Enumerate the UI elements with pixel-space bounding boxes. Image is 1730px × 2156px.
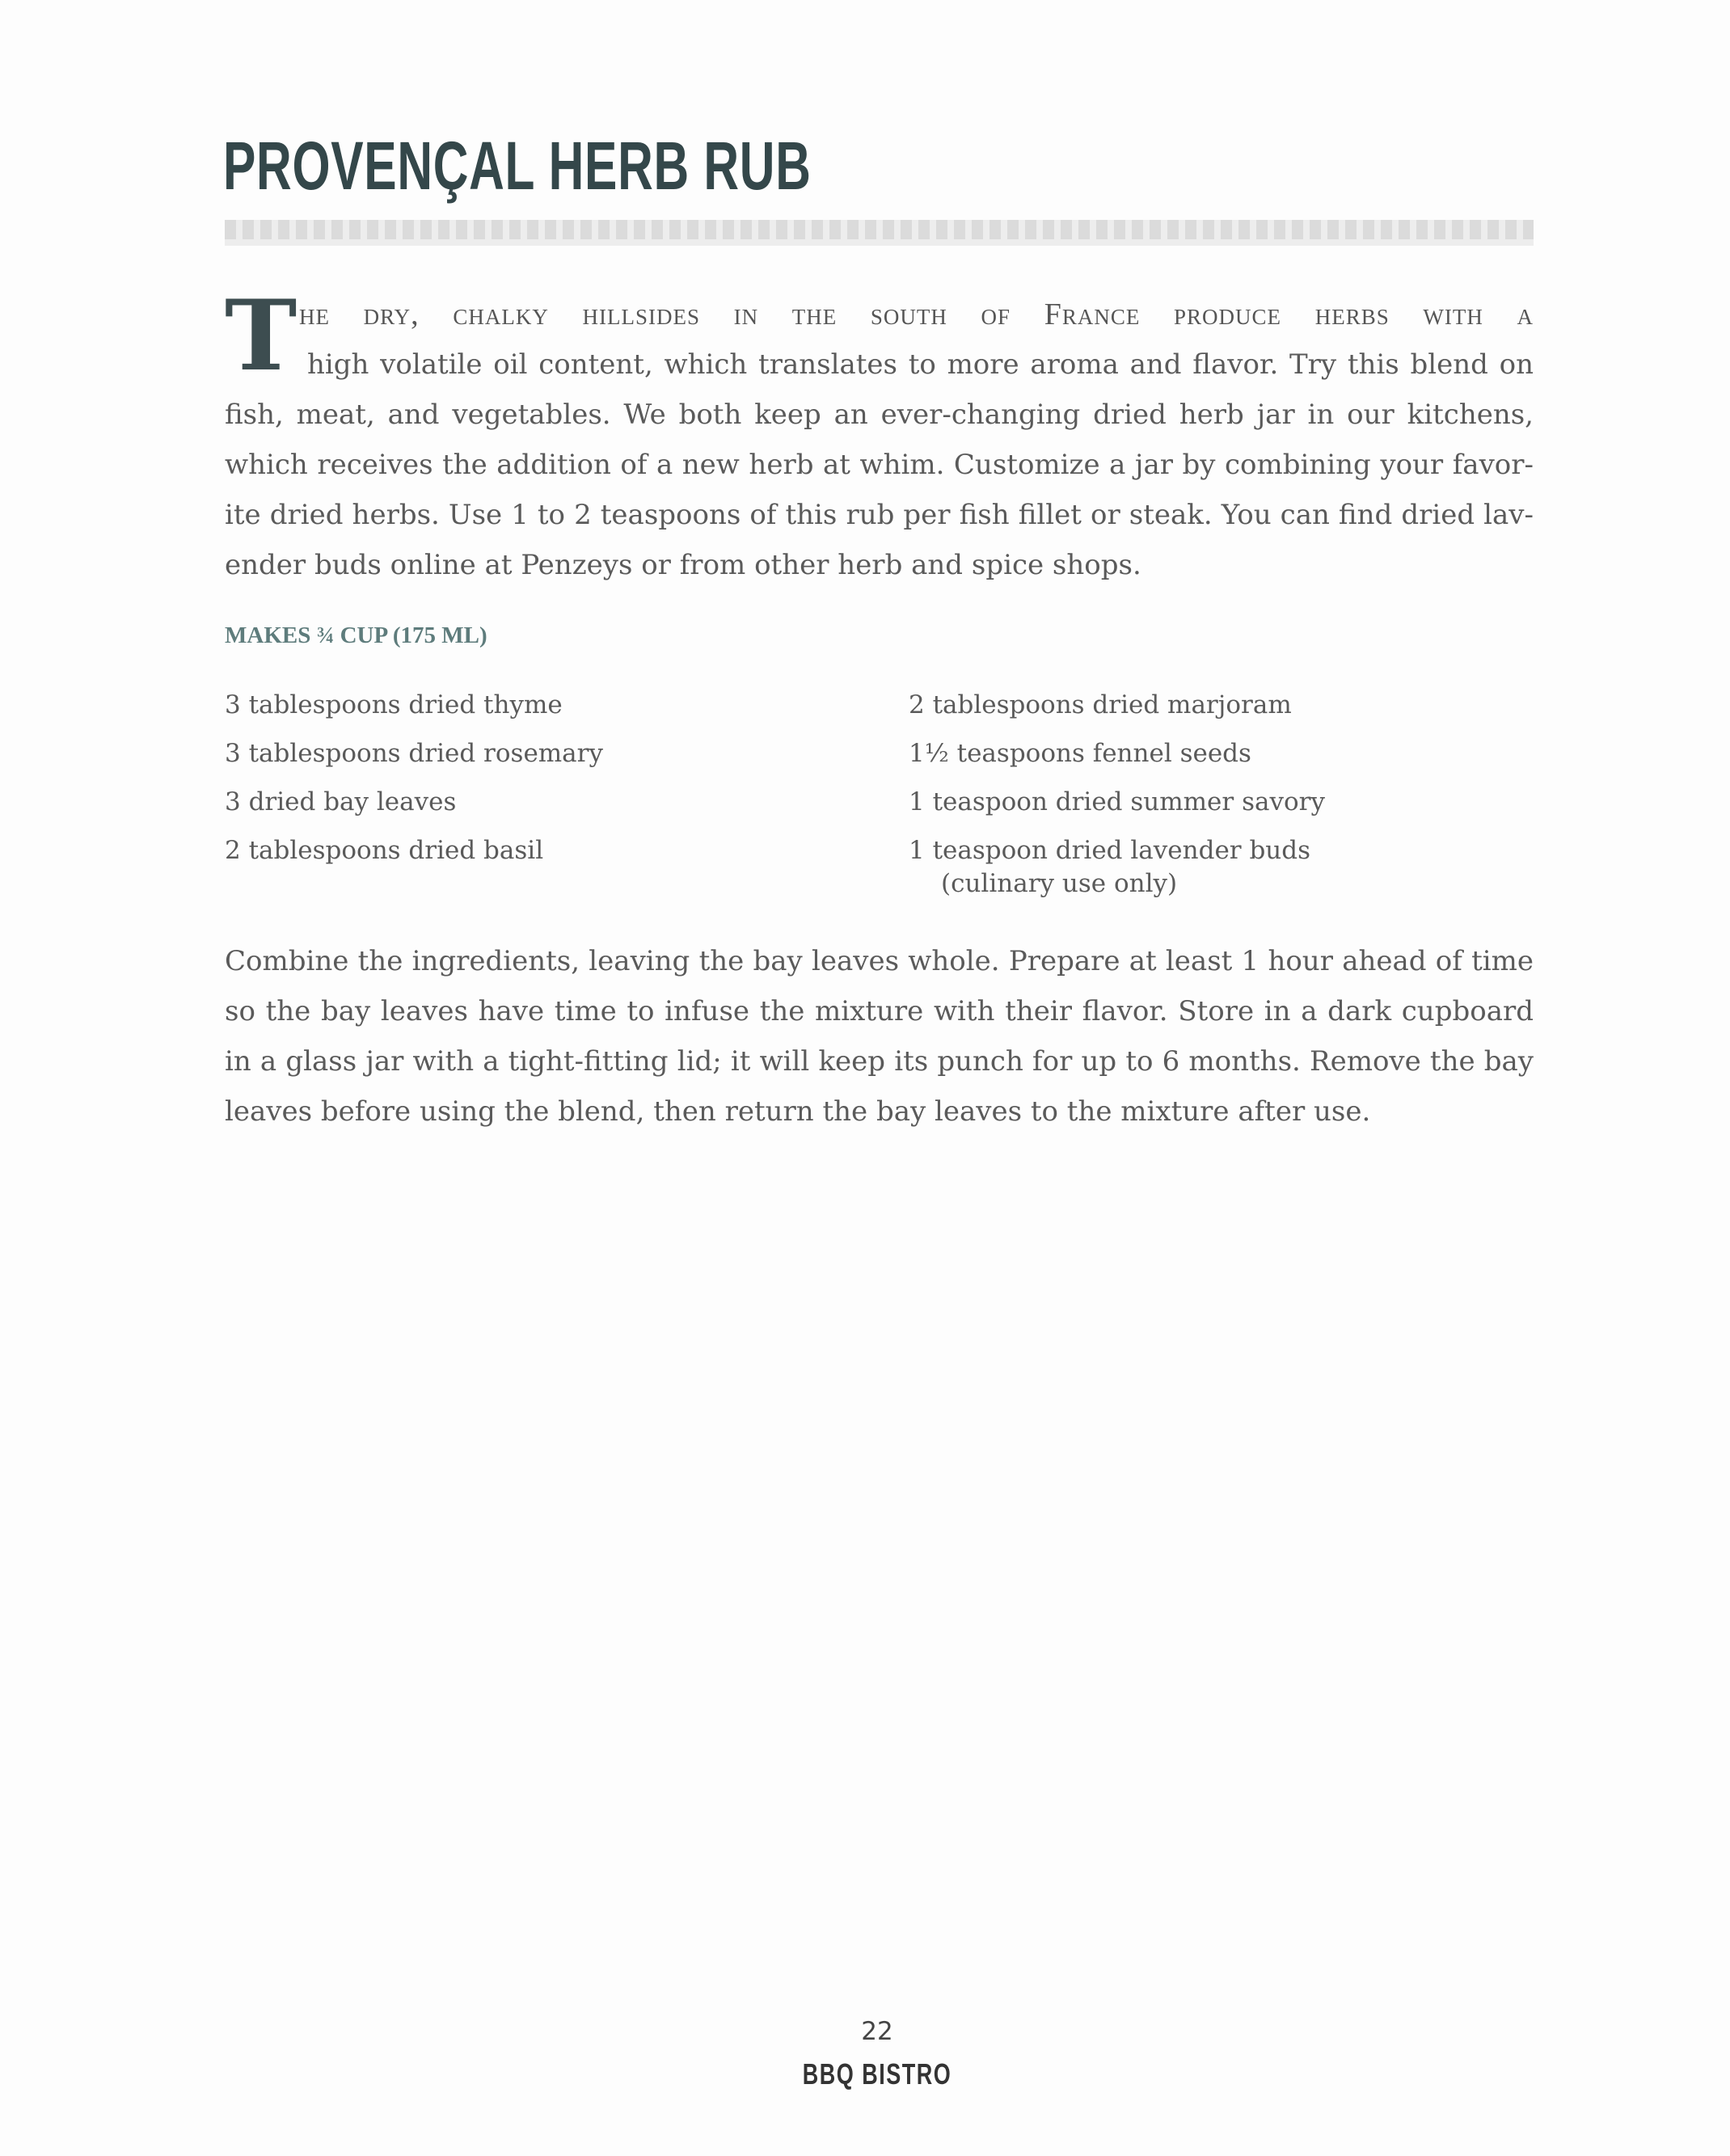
drop-cap: T [225,279,297,393]
ingredient: 2 tablespoons dried basil [225,836,544,865]
ingredient: 3 tablespoons dried rosemary [225,739,603,768]
ingredient-note: (culinary use only) [941,869,1178,898]
intro-line: high volatile oil content, which translates to more aroma and flavor. Try this blend on [307,348,1534,381]
title-divider [225,220,1534,246]
ingredient: 3 tablespoons dried thyme [225,690,563,719]
method-paragraph [225,936,1534,1137]
method-line: Combine the ingredients, leaving the bay leaves whole. Prepare at least 1 hour ahead of time [225,945,1534,977]
ingredient: 2 tablespoons dried marjoram [909,690,1292,719]
recipe-title: PROVENÇAL HERB RUB [223,128,812,204]
ingredient: 1 teaspoon dried lavender buds [909,836,1311,865]
ingredient: 1 teaspoon dried summer savory [909,787,1325,816]
ingredients-left-column [225,681,603,875]
intro-paragraph [225,279,1534,590]
method-line: leaves before using the blend, then return the bay leaves to the mixture after use. [225,1095,1371,1128]
page-number: 22 [861,2017,893,2046]
intro-line: which receives the addition of a new herb at whim. Customize a jar by combining your favor- [225,449,1534,481]
method-line: in a glass jar with a tight-fitting lid; it will keep its punch for up to 6 months. Remove the bay [225,1045,1534,1078]
method-line: so the bay leaves have time to infuse the mixture with their flavor. Store in a dark cupboard [225,995,1534,1027]
ingredients-right-column [909,681,1325,901]
book-title-footer [0,2057,1730,2091]
intro-line: he dry, chalky hillsides in the south of France produce herbs with a [299,297,1534,331]
recipe-yield: MAKES ¾ CUP (175 ML) [225,622,487,648]
intro-line: fish, meat, and vegetables. We both keep an ever-changing dried herb jar in our kitchens, [225,399,1534,431]
intro-line: ender buds online at Penzeys or from other herb and spice shops. [225,549,1141,581]
ingredient: 3 dried bay leaves [225,787,457,816]
ingredient: 1½ teaspoons fennel seeds [909,739,1251,768]
intro-line: ite dried herbs. Use 1 to 2 teaspoons of this rub per fish fillet or steak. You can find dried lav- [225,499,1534,531]
book-title: BBQ BISTRO [802,2057,952,2091]
